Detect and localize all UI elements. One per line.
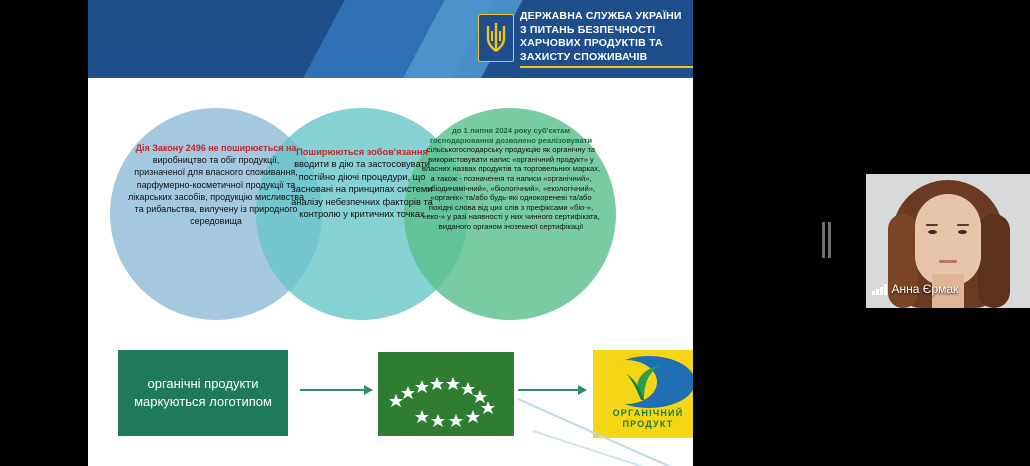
eu-organic-leaf-logo xyxy=(378,352,514,436)
org-title-line-3: ХАРЧОВИХ ПРОДУКТІВ ТА xyxy=(520,37,663,49)
organic-logo-text xyxy=(593,408,693,430)
venn-text-3 xyxy=(420,126,602,232)
arrow-2 xyxy=(518,389,586,391)
avatar-eye-right xyxy=(958,230,967,234)
signal-bars-icon xyxy=(872,284,887,295)
avatar-brow-left xyxy=(926,224,938,226)
slide-header xyxy=(88,0,693,78)
venn-title-2: Поширюються зобов'язання xyxy=(296,147,428,157)
venn-diagram xyxy=(88,78,693,348)
avatar-brow-right xyxy=(957,224,969,226)
participant-name-text: Анна Єрмак xyxy=(891,282,959,296)
organic-label-text: органічні продукти маркуються логотипом xyxy=(134,376,272,409)
venn-body-1: виробництво та обіг продукції, призначеної для власного споживання, парфумерно-косметичної продукції та лікарських засобів, продукцію мисливства та рибальства, вилучену із природного середовища xyxy=(128,155,304,227)
participant-name-label xyxy=(872,282,958,296)
shared-slide xyxy=(88,0,693,466)
avatar-eye-left xyxy=(928,230,937,234)
org-title-line-1: ДЕРЖАВНА СЛУЖБА УКРАЇНИ xyxy=(520,10,682,22)
venn-title-1: Дія Закону 2496 не поширюється на xyxy=(135,143,297,153)
venn-body-2: вводити в дію та застосовувати постійно діючі процедури, що засновані на принципах системи аналізу небезпечних факторів та контролю у критичних точках xyxy=(291,159,433,220)
panel-divider-2 xyxy=(828,222,831,258)
avatar-mouth xyxy=(939,260,957,263)
venn-body-3: сільськогосподарську продукцію як органічну та використовувати напис «органічний продукт» у власних назвах продуктів та торговельних марках, а також - позначення та написи «органічний», «біодинамічний», «біологічний», «екологічний», «органік» та/або будь-які однокореневі та/або похідні слова від цих слів з префіксами «біо-», «еко-» у разі наявності у них чинного сертифіката, виданого органом іноземної сертифікації xyxy=(421,145,601,231)
organization-title xyxy=(520,10,693,64)
organic-label-box xyxy=(118,350,288,436)
venn-title-3: до 1 липня 2024 року суб'єктам господарювання дозволено реалізовувати xyxy=(429,126,593,145)
organic-logo-line-1: ОРГАНІЧНИЙ xyxy=(612,408,684,418)
avatar-hair-right xyxy=(978,214,1010,308)
panel-divider-1 xyxy=(822,222,825,258)
eu-leaf-stars-icon xyxy=(378,352,514,436)
arrow-1 xyxy=(300,389,372,391)
org-title-line-2: З ПИТАНЬ БЕЗПЕЧНОСТІ xyxy=(520,23,656,36)
header-underline xyxy=(520,66,693,68)
green-leaf-icon xyxy=(623,362,665,402)
org-title-line-4: ЗАХИСТУ СПОЖИВАЧІВ xyxy=(520,50,648,63)
avatar-face xyxy=(915,194,981,286)
organic-logo-line-2: ПРОДУКТ xyxy=(622,419,674,429)
ukraine-organic-product-logo xyxy=(593,350,693,438)
ukraine-trident-emblem-icon xyxy=(478,14,514,62)
